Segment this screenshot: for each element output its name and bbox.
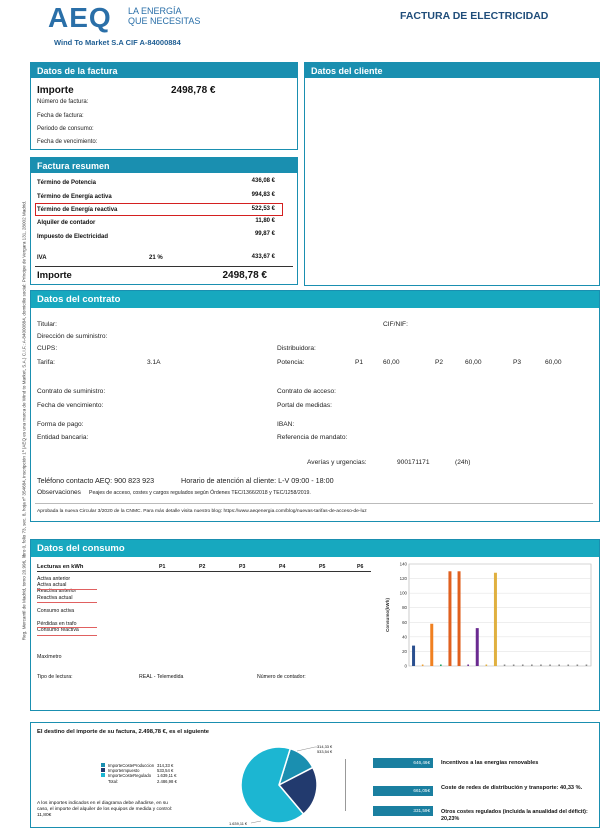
- bar: [430, 624, 433, 666]
- y-tick-label: 60: [402, 619, 407, 625]
- callout-label: 314,33 €: [317, 744, 333, 749]
- address-label: Dirección de suministro:: [37, 333, 108, 340]
- summary-title: Factura resumen: [31, 158, 297, 173]
- invoice-number-label: Número de factura:: [37, 99, 89, 105]
- cnmc-circular-note: Aprobada la nueva Circular 3/2020 de la CNMC. Para más detalle visita nuestro blog: https://www.aeqenergia.com/blog/nuevas-tarifas-de-acceso-de-luz: [37, 509, 367, 514]
- summary-item-value: 994,83 €: [251, 192, 275, 198]
- titular-label: Titular:: [37, 321, 57, 328]
- supply-contract-label: Contrato de suministro:: [37, 388, 106, 395]
- bar: [513, 665, 515, 667]
- summary-item-label: Alquiler de contador: [37, 220, 96, 226]
- network-text: Coste de redes de distribución y transporte: 40,33 %.: [441, 785, 583, 791]
- legend-value: 533,54 €: [157, 768, 174, 774]
- y-tick-label: 140: [399, 561, 407, 567]
- p1-value: 60,00: [383, 359, 400, 366]
- bar: [422, 665, 424, 667]
- iban-label: IBAN:: [277, 421, 295, 428]
- bank-label: Entidad bancaria:: [37, 434, 89, 441]
- summary-item-value: 11,80 €: [255, 218, 275, 224]
- iva-value: 433,67 €: [251, 254, 275, 260]
- legend-value: 314,33 €: [157, 763, 174, 768]
- y-tick-label: 40: [402, 634, 407, 640]
- cif-label: CIF/NIF:: [383, 321, 408, 328]
- summary-item-value: 436,08 €: [251, 178, 275, 184]
- bar: [448, 571, 451, 666]
- row-label: Maxímetro: [37, 654, 62, 660]
- callout-label: 1.639,11 €: [229, 821, 248, 826]
- reading-type-value: REAL - Telemedida: [139, 674, 184, 680]
- legend-label: ImporteCosteRegulado: [108, 773, 152, 779]
- consumption-bar-chart: [381, 560, 595, 678]
- bar: [522, 665, 524, 667]
- period-p6: P6: [357, 564, 364, 570]
- renewables-text: Incentivos a las energías renovables: [441, 760, 539, 766]
- total-divider: [35, 266, 293, 267]
- contract-divider: [35, 503, 593, 504]
- y-tick-label: 100: [399, 590, 407, 596]
- legend-label: Total:: [108, 778, 119, 784]
- period-p5: P5: [319, 564, 326, 570]
- bar: [467, 665, 469, 667]
- readings-divider: [37, 571, 371, 572]
- logo-line2: QUE NECESITAS: [128, 16, 201, 26]
- period-p2: P2: [199, 564, 206, 570]
- mandate-ref-label: Referencia de mandato:: [277, 434, 348, 441]
- red-line: [37, 627, 97, 628]
- emergency-hours: (24h): [455, 459, 471, 466]
- summary-item-label: Término de Energía reactiva: [37, 207, 118, 213]
- bar: [412, 646, 415, 666]
- consumption-title: Datos del consumo: [31, 540, 599, 557]
- access-contract-label: Contrato de acceso:: [277, 388, 337, 395]
- consumption-panel: [30, 539, 600, 711]
- callout-line: [251, 821, 261, 823]
- invoice-data-title: Datos de la factura: [31, 63, 297, 78]
- observations-label: Observaciones: [37, 489, 81, 496]
- logo-tagline: [128, 6, 200, 26]
- summary-item-label: Término de Energía activa: [37, 194, 112, 200]
- client-data-title: Datos del cliente: [305, 63, 599, 78]
- tariff-label: Tarifa:: [37, 359, 55, 366]
- contract-due-label: Fecha de vencimiento:: [37, 402, 104, 409]
- contract-panel: [30, 290, 600, 522]
- total-label: Importe: [37, 270, 72, 281]
- bar: [577, 665, 579, 667]
- red-line: [37, 602, 97, 603]
- summary-item-value: 99,87 €: [254, 231, 275, 237]
- p2-label: P2: [435, 359, 444, 366]
- p3-label: P3: [513, 359, 522, 366]
- legend-value: 2.486,98 €: [157, 778, 177, 784]
- legend-label: ImporteCosteProduccion: [108, 763, 155, 768]
- regulated-value-box: 331,59€: [373, 806, 433, 816]
- bar: [486, 665, 488, 667]
- y-tick-label: 80: [402, 605, 407, 611]
- iva-label: IVA: [37, 255, 47, 261]
- summary-item-label: Impuesto de Electricidad: [37, 234, 109, 240]
- emergency-label: Averías y urgencias:: [307, 459, 367, 466]
- iva-percent: 21 %: [149, 255, 163, 261]
- row-label: Consumo activa: [37, 608, 75, 614]
- callout-line: [297, 747, 315, 751]
- meter-portal-label: Portal de medidas:: [277, 402, 332, 409]
- summary-item-value: 522,53 €: [251, 206, 275, 212]
- power-label: Potencia:: [277, 359, 305, 366]
- destination-title: El destino del importe de su factura, 2.498,78 €, es el siguiente: [37, 729, 210, 735]
- period-p3: P3: [239, 564, 246, 570]
- bar: [504, 665, 506, 667]
- bar: [567, 665, 569, 667]
- legend-swatch: [101, 768, 105, 772]
- destination-panel: [30, 722, 600, 828]
- rental-note: A los importes indicados en el diagrama debe añadirse, en su caso, el importe del alquiler de los equipos de medida y control: 11,80€: [37, 801, 173, 818]
- client-data-panel: [304, 62, 600, 286]
- network-value-box: 661,05€: [373, 786, 433, 796]
- legend-row: [101, 779, 177, 784]
- contract-title: Datos del contrato: [31, 291, 599, 308]
- document-title: FACTURA DE ELECTRICIDAD: [400, 10, 549, 22]
- row-label: Reactiva actual: [37, 594, 73, 601]
- y-tick-label: 20: [402, 648, 407, 654]
- renewables-value-box: 646,46€: [373, 758, 433, 768]
- y-axis-title: Consumo(kWh): [385, 598, 390, 632]
- regulated-text: Otros costes regulados (incluida la anualidad del déficit): 20,23%: [441, 809, 588, 822]
- distributor-label: Distribuidora:: [277, 345, 316, 352]
- total-value: 2498,78 €: [222, 270, 267, 281]
- p2-value: 60,00: [465, 359, 482, 366]
- period-p4: P4: [279, 564, 286, 570]
- observations-text: Peajes de acceso, costes y cargos regulados según Órdenes TEC/1366/2018 y TEC/1258/2019.: [89, 490, 311, 496]
- readings-header: Lecturas en kWh: [37, 564, 84, 570]
- legend-swatch: [101, 773, 105, 777]
- summary-item-label: Término de Potencia: [37, 180, 97, 186]
- plot-area: [409, 564, 591, 666]
- row-label: Tipo de lectura:: [37, 674, 73, 680]
- pie-legend: [101, 763, 177, 784]
- bar: [476, 628, 479, 666]
- callout-label: 533,54 €: [317, 749, 333, 754]
- legend-value: 1.639,11 €: [157, 773, 177, 779]
- row-label: Consumo reactiva: [37, 627, 79, 634]
- p3-value: 60,00: [545, 359, 562, 366]
- support-hours: Horario de atención al cliente: L-V 09:00 - 18:00: [181, 476, 334, 485]
- bar: [531, 665, 533, 667]
- bar: [540, 665, 542, 667]
- due-date-label: Fecha de vencimiento:: [37, 139, 98, 145]
- bar: [458, 571, 461, 666]
- registry-side-text: Reg. Mercantil de Madrid, tomo 20.996, libro 0, folio 73, sec. 8, hoja nº 354684, inscripción 1ª (AEQ es una marca de Wind to Market, S.A.) C.I.F.: A-84000884, domicilio social: Príncipe de Vergara 131, 28002 Madrid.: [21, 200, 27, 641]
- payment-method-label: Forma de pago:: [37, 421, 84, 428]
- period-p1: P1: [159, 564, 166, 570]
- invoice-date-label: Fecha de factura:: [37, 113, 84, 119]
- row-label: Reactiva anterior: [37, 588, 77, 595]
- bar: [494, 573, 497, 666]
- importe-label: Importe: [37, 85, 74, 96]
- summary-panel: [30, 157, 298, 285]
- cups-label: CUPS:: [37, 345, 58, 352]
- meter-number-label: Número de contador:: [257, 674, 306, 680]
- row-label: Activa actual: [37, 582, 67, 589]
- bar: [549, 665, 551, 667]
- logo-mark: AEQ: [48, 2, 112, 33]
- legend-label: ImporteImpuesto: [108, 768, 140, 774]
- legend-swatch: [101, 763, 105, 767]
- logo-line1: LA ENERGÍA: [128, 6, 182, 16]
- y-tick-label: 0: [404, 663, 407, 669]
- bracket-line: [345, 759, 353, 811]
- consumption-period-label: Periodo de consumo:: [37, 126, 94, 132]
- bar: [558, 665, 560, 667]
- emergency-phone: 900171171: [397, 459, 430, 466]
- invoice-data-panel: [30, 62, 298, 150]
- contact-phone: Teléfono contacto AEQ: 900 823 923: [37, 476, 155, 485]
- tariff-value: 3.1A: [147, 359, 161, 366]
- bar: [586, 665, 588, 667]
- red-line: [37, 589, 97, 590]
- y-tick-label: 120: [399, 576, 407, 582]
- aeq-logo: [48, 2, 208, 32]
- importe-value: 2498,78 €: [171, 85, 216, 96]
- company-line: Wind To Market S.A CIF A-84000884: [54, 38, 181, 47]
- red-line: [37, 635, 97, 636]
- row-label: Activa anterior: [37, 576, 71, 582]
- row-label: Pérdidas en trafo: [37, 621, 77, 627]
- p1-label: P1: [355, 359, 364, 366]
- bar: [440, 665, 442, 667]
